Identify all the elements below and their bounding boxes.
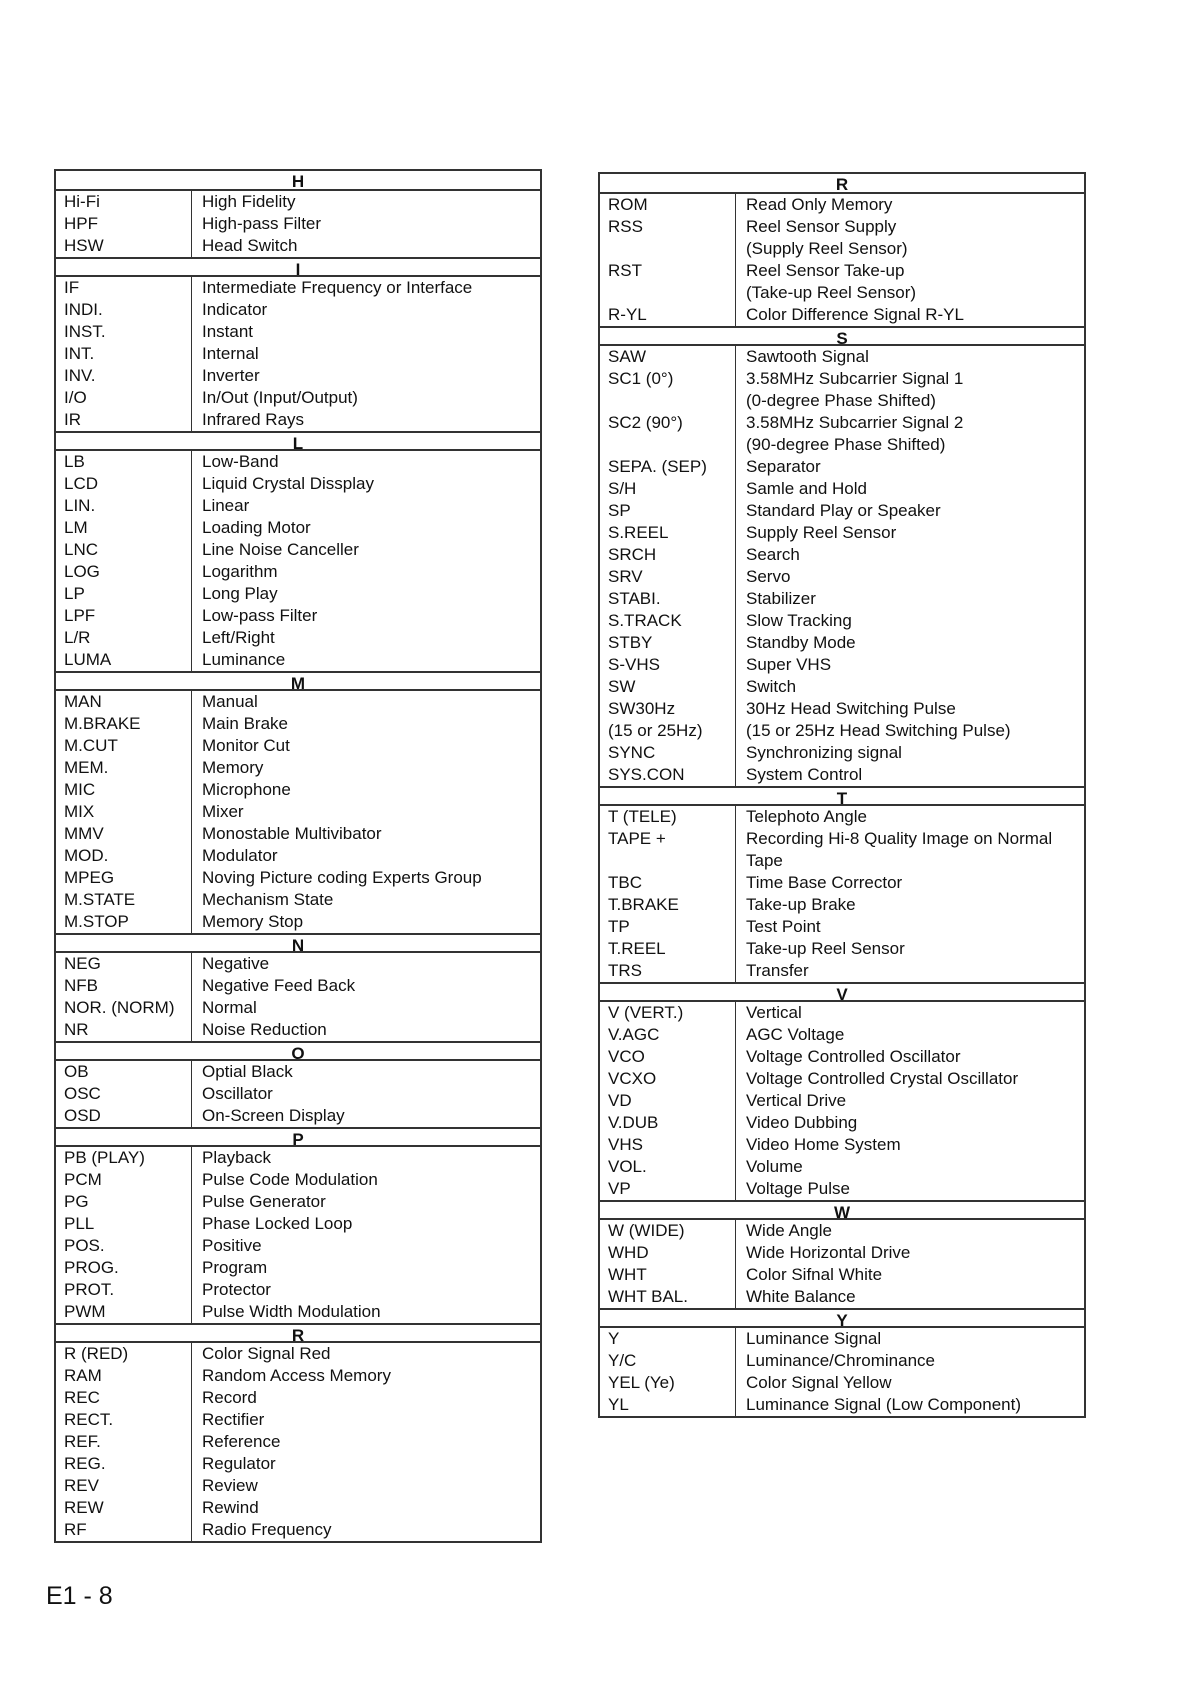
- abbreviation-cell: Y/C: [608, 1351, 637, 1370]
- definition-cell: Wide Angle: [746, 1221, 832, 1240]
- abbreviation-cell: SRCH: [608, 545, 657, 564]
- definition-cell: Noise Reduction: [202, 1020, 327, 1039]
- abbreviation-cell: PG: [64, 1192, 89, 1211]
- definition-column: [192, 191, 540, 257]
- abbreviation-column: [600, 346, 736, 786]
- section-body: [56, 691, 540, 933]
- abbreviation-cell: MOD.: [64, 846, 109, 865]
- abbreviation-column: [600, 1220, 736, 1308]
- abbreviation-cell: RECT.: [64, 1410, 114, 1429]
- section-letter-y: Y: [600, 1308, 1084, 1328]
- section-body: [600, 1002, 1084, 1200]
- abbreviation-column: [56, 1061, 192, 1127]
- abbreviation-cell: VHS: [608, 1135, 643, 1154]
- definition-cell: Normal: [202, 998, 257, 1017]
- abbreviation-cell: SC1 (0°): [608, 369, 674, 388]
- abbreviation-cell: T.BRAKE: [608, 895, 679, 914]
- abbreviation-cell: TRS: [608, 961, 642, 980]
- section-letter-p: P: [56, 1127, 540, 1147]
- section-body: [600, 194, 1084, 326]
- definition-cell: Separator: [746, 457, 821, 476]
- definition-cell: White Balance: [746, 1287, 856, 1306]
- abbreviation-cell: WHD: [608, 1243, 649, 1262]
- abbreviation-cell: VOL.: [608, 1157, 647, 1176]
- definition-cell: Wide Horizontal Drive: [746, 1243, 911, 1262]
- definition-cell: Color Difference Signal R-YL: [746, 305, 964, 324]
- abbreviation-cell: REG.: [64, 1454, 106, 1473]
- definition-cell: Supply Reel Sensor: [746, 523, 897, 542]
- abbreviation-cell: (15 or 25Hz): [608, 721, 703, 740]
- definition-cell: Slow Tracking: [746, 611, 852, 630]
- definition-cell: In/Out (Input/Output): [202, 388, 358, 407]
- definition-cell: Video Home System: [746, 1135, 901, 1154]
- abbreviation-cell: INT.: [64, 344, 95, 363]
- definition-cell: Manual: [202, 692, 258, 711]
- abbreviation-cell: M.STOP: [64, 912, 129, 931]
- definition-cell: Search: [746, 545, 800, 564]
- section-letter-o: O: [56, 1041, 540, 1061]
- definition-cell: Reel Sensor Supply: [746, 217, 897, 236]
- definition-cell: Voltage Pulse: [746, 1179, 850, 1198]
- definition-cell: Left/Right: [202, 628, 275, 647]
- definition-cell: Tape: [746, 851, 783, 870]
- definition-cell: (15 or 25Hz Head Switching Pulse): [746, 721, 1011, 740]
- definition-cell: Negative Feed Back: [202, 976, 356, 995]
- definition-cell: Random Access Memory: [202, 1366, 391, 1385]
- abbreviation-cell: VCO: [608, 1047, 645, 1066]
- definition-cell: AGC Voltage: [746, 1025, 845, 1044]
- abbreviation-cell: PB (PLAY): [64, 1148, 145, 1167]
- abbreviation-cell: V (VERT.): [608, 1003, 684, 1022]
- definition-cell: Optial Black: [202, 1062, 293, 1081]
- abbreviation-column: [600, 1002, 736, 1200]
- abbreviation-cell: PCM: [64, 1170, 102, 1189]
- abbreviation-cell: [608, 850, 735, 872]
- section-letter-i: I: [56, 257, 540, 277]
- abbreviation-cell: SEPA. (SEP): [608, 457, 707, 476]
- abbreviation-cell: I/O: [64, 388, 87, 407]
- abbreviation-cell: LP: [64, 584, 85, 603]
- definition-cell: Internal: [202, 344, 259, 363]
- abbreviation-cell: [608, 390, 735, 412]
- definition-cell: Low-pass Filter: [202, 606, 318, 625]
- definition-cell: Main Brake: [202, 714, 288, 733]
- abbreviation-cell: MMV: [64, 824, 104, 843]
- section-body: [600, 806, 1084, 982]
- definition-cell: Modulator: [202, 846, 278, 865]
- definition-cell: Instant: [202, 322, 254, 341]
- abbreviation-cell: TP: [608, 917, 630, 936]
- definition-cell: Video Dubbing: [746, 1113, 858, 1132]
- page-number: E1 - 8: [46, 1582, 113, 1610]
- abbreviation-cell: LIN.: [64, 496, 96, 515]
- abbreviation-cell: SRV: [608, 567, 643, 586]
- abbreviation-column: [56, 953, 192, 1041]
- abbreviation-cell: NEG: [64, 954, 101, 973]
- definition-cell: Standby Mode: [746, 633, 856, 652]
- abbreviation-column: [600, 806, 736, 982]
- abbreviation-cell: [608, 282, 735, 304]
- abbreviation-cell: OSD: [64, 1106, 101, 1125]
- abbreviation-cell: SP: [608, 501, 631, 520]
- abbreviation-cell: LNC: [64, 540, 99, 559]
- abbreviation-cell: WHT BAL.: [608, 1287, 688, 1306]
- abbreviation-cell: INV.: [64, 366, 96, 385]
- abbreviation-column: [56, 191, 192, 257]
- definition-cell: Take-up Brake: [746, 895, 856, 914]
- definition-column: [192, 953, 540, 1041]
- abbreviation-cell: S-VHS: [608, 655, 660, 674]
- definition-column: [192, 451, 540, 671]
- definition-cell: Rectifier: [202, 1410, 265, 1429]
- abbreviation-cell: INST.: [64, 322, 106, 341]
- definition-cell: (Take-up Reel Sensor): [746, 283, 917, 302]
- section-letter-r: R: [600, 174, 1084, 194]
- definition-column: [192, 1061, 540, 1127]
- definition-cell: Pulse Code Modulation: [202, 1170, 378, 1189]
- abbreviation-cell: RF: [64, 1520, 87, 1539]
- abbreviation-cell: [608, 434, 735, 456]
- definition-cell: Phase Locked Loop: [202, 1214, 353, 1233]
- definition-column: [736, 1220, 1084, 1308]
- definition-cell: Reel Sensor Take-up: [746, 261, 905, 280]
- definition-column: [736, 806, 1084, 982]
- abbreviation-cell: ROM: [608, 195, 648, 214]
- abbreviation-column: [56, 277, 192, 431]
- abbreviation-cell: NR: [64, 1020, 89, 1039]
- definition-cell: Color Signal Yellow: [746, 1373, 892, 1392]
- abbreviation-cell: LCD: [64, 474, 99, 493]
- definition-cell: Memory: [202, 758, 264, 777]
- section-body: [600, 346, 1084, 786]
- abbreviation-cell: PROG.: [64, 1258, 119, 1277]
- section-body: [600, 1220, 1084, 1308]
- definition-cell: Oscillator: [202, 1084, 273, 1103]
- definition-cell: Color Signal Red: [202, 1344, 331, 1363]
- definition-cell: Logarithm: [202, 562, 278, 581]
- abbreviation-column: [600, 194, 736, 326]
- definition-column: [736, 194, 1084, 326]
- definition-cell: Luminance: [202, 650, 286, 669]
- abbreviation-cell: M.BRAKE: [64, 714, 141, 733]
- abbreviation-cell: NOR. (NORM): [64, 998, 175, 1017]
- definition-cell: Long Play: [202, 584, 278, 603]
- section-letter-r: R: [56, 1323, 540, 1343]
- abbreviation-cell: SAW: [608, 347, 647, 366]
- definition-cell: Head Switch: [202, 236, 298, 255]
- abbreviation-cell: IR: [64, 410, 81, 429]
- abbreviation-cell: REV: [64, 1476, 99, 1495]
- definition-cell: Protector: [202, 1280, 271, 1299]
- section-letter-m: M: [56, 671, 540, 691]
- abbreviation-cell: LPF: [64, 606, 96, 625]
- definition-cell: Intermediate Frequency or Interface: [202, 278, 473, 297]
- definition-cell: Line Noise Canceller: [202, 540, 359, 559]
- definition-cell: Program: [202, 1258, 268, 1277]
- abbreviation-cell: LOG: [64, 562, 100, 581]
- definition-cell: Inverter: [202, 366, 260, 385]
- definition-cell: Reference: [202, 1432, 281, 1451]
- abbreviation-cell: POS.: [64, 1236, 105, 1255]
- definition-cell: Microphone: [202, 780, 291, 799]
- section-letter-s: S: [600, 326, 1084, 346]
- abbreviation-cell: LUMA: [64, 650, 112, 669]
- definition-cell: 30Hz Head Switching Pulse: [746, 699, 956, 718]
- abbreviation-cell: [608, 238, 735, 260]
- abbreviation-cell: SC2 (90°): [608, 413, 683, 432]
- abbreviation-cell: Hi-Fi: [64, 192, 100, 211]
- definition-cell: (Supply Reel Sensor): [746, 239, 908, 258]
- definition-cell: Liquid Crystal Dissplay: [202, 474, 374, 493]
- abbreviation-cell: PWM: [64, 1302, 106, 1321]
- definition-cell: Sawtooth Signal: [746, 347, 869, 366]
- definition-cell: Transfer: [746, 961, 809, 980]
- definition-column: [192, 691, 540, 933]
- abbreviation-cell: SW30Hz: [608, 699, 676, 718]
- abbreviation-cell: PROT.: [64, 1280, 115, 1299]
- abbreviation-cell: SYS.CON: [608, 765, 685, 784]
- definition-cell: Low-Band: [202, 452, 279, 471]
- abbreviation-cell: WHT: [608, 1265, 647, 1284]
- abbreviation-cell: STBY: [608, 633, 653, 652]
- definition-cell: Samle and Hold: [746, 479, 867, 498]
- abbreviation-cell: RST: [608, 261, 642, 280]
- definition-cell: Vertical Drive: [746, 1091, 847, 1110]
- abbreviation-cell: R (RED): [64, 1344, 129, 1363]
- definition-cell: Positive: [202, 1236, 262, 1255]
- abbreviation-cell: LB: [64, 452, 85, 471]
- definition-cell: Voltage Controlled Oscillator: [746, 1047, 961, 1066]
- definition-cell: Super VHS: [746, 655, 832, 674]
- definition-cell: (90-degree Phase Shifted): [746, 435, 946, 454]
- definition-cell: Pulse Width Modulation: [202, 1302, 381, 1321]
- definition-cell: Mixer: [202, 802, 244, 821]
- section-letter-w: W: [600, 1200, 1084, 1220]
- abbreviation-cell: YEL (Ye): [608, 1373, 675, 1392]
- abbreviation-cell: PLL: [64, 1214, 95, 1233]
- abbreviation-cell: M.STATE: [64, 890, 136, 909]
- definition-cell: Regulator: [202, 1454, 276, 1473]
- definition-column: [192, 1147, 540, 1323]
- definition-cell: High Fidelity: [202, 192, 296, 211]
- definition-column: [736, 1002, 1084, 1200]
- abbreviation-cell: S.TRACK: [608, 611, 682, 630]
- section-letter-t: T: [600, 786, 1084, 806]
- abbreviation-cell: R-YL: [608, 305, 647, 324]
- abbreviation-cell: M.CUT: [64, 736, 118, 755]
- definition-cell: High-pass Filter: [202, 214, 322, 233]
- section-body: [600, 1328, 1084, 1416]
- definition-cell: (0-degree Phase Shifted): [746, 391, 936, 410]
- abbreviation-cell: SW: [608, 677, 636, 696]
- definition-cell: Read Only Memory: [746, 195, 893, 214]
- abbreviation-cell: TAPE +: [608, 829, 666, 848]
- definition-cell: 3.58MHz Subcarrier Signal 1: [746, 369, 964, 388]
- definition-cell: Luminance Signal: [746, 1329, 882, 1348]
- definition-column: [736, 346, 1084, 786]
- abbreviation-cell: OB: [64, 1062, 89, 1081]
- abbreviation-cell: HPF: [64, 214, 98, 233]
- definition-cell: Monitor Cut: [202, 736, 290, 755]
- definition-cell: Infrared Rays: [202, 410, 305, 429]
- abbreviation-cell: MIC: [64, 780, 96, 799]
- abbreviation-cell: RSS: [608, 217, 643, 236]
- abbreviation-cell: VCXO: [608, 1069, 657, 1088]
- abbreviation-cell: YL: [608, 1395, 629, 1414]
- section-body: [56, 451, 540, 671]
- abbreviation-column: [56, 451, 192, 671]
- abbreviation-column: [56, 1147, 192, 1323]
- definition-cell: Color Sifnal White: [746, 1265, 883, 1284]
- abbreviation-cell: T (TELE): [608, 807, 677, 826]
- abbreviation-cell: SYNC: [608, 743, 656, 762]
- right-abbreviation-table: [598, 172, 1086, 1418]
- abbreviation-cell: VD: [608, 1091, 632, 1110]
- definition-cell: Pulse Generator: [202, 1192, 326, 1211]
- definition-cell: Take-up Reel Sensor: [746, 939, 905, 958]
- section-letter-v: V: [600, 982, 1084, 1002]
- definition-cell: Negative: [202, 954, 270, 973]
- abbreviation-cell: L/R: [64, 628, 91, 647]
- abbreviation-cell: RAM: [64, 1366, 102, 1385]
- definition-cell: Memory Stop: [202, 912, 304, 931]
- definition-cell: Standard Play or Speaker: [746, 501, 941, 520]
- definition-cell: Radio Frequency: [202, 1520, 332, 1539]
- abbreviation-cell: VP: [608, 1179, 631, 1198]
- definition-column: [192, 277, 540, 431]
- definition-cell: Monostable Multivibator: [202, 824, 382, 843]
- section-body: [56, 1343, 540, 1541]
- abbreviation-cell: OSC: [64, 1084, 101, 1103]
- abbreviation-cell: S/H: [608, 479, 637, 498]
- definition-cell: Volume: [746, 1157, 803, 1176]
- definition-cell: Linear: [202, 496, 250, 515]
- definition-cell: 3.58MHz Subcarrier Signal 2: [746, 413, 964, 432]
- abbreviation-cell: V.AGC: [608, 1025, 660, 1044]
- section-body: [56, 953, 540, 1041]
- abbreviation-column: [56, 1343, 192, 1541]
- left-abbreviation-table: [54, 169, 542, 1543]
- abbreviation-cell: W (WIDE): [608, 1221, 685, 1240]
- definition-cell: Voltage Controlled Crystal Oscillator: [746, 1069, 1019, 1088]
- definition-cell: Recording Hi-8 Quality Image on Normal: [746, 829, 1053, 848]
- section-body: [56, 1061, 540, 1127]
- definition-cell: Servo: [746, 567, 791, 586]
- definition-column: [192, 1343, 540, 1541]
- definition-cell: Luminance Signal (Low Component): [746, 1395, 1021, 1414]
- definition-cell: Stabilizer: [746, 589, 816, 608]
- abbreviation-cell: NFB: [64, 976, 98, 995]
- abbreviation-cell: STABI.: [608, 589, 661, 608]
- section-body: [56, 191, 540, 257]
- definition-cell: Time Base Corrector: [746, 873, 903, 892]
- abbreviation-column: [600, 1328, 736, 1416]
- abbreviation-cell: Y: [608, 1329, 620, 1348]
- abbreviation-cell: REW: [64, 1498, 104, 1517]
- abbreviation-cell: MAN: [64, 692, 102, 711]
- section-letter-h: H: [56, 171, 540, 191]
- definition-cell: Telephoto Angle: [746, 807, 867, 826]
- section-letter-n: N: [56, 933, 540, 953]
- definition-column: [736, 1328, 1084, 1416]
- section-letter-l: L: [56, 431, 540, 451]
- definition-cell: Synchronizing signal: [746, 743, 902, 762]
- abbreviation-cell: T.REEL: [608, 939, 666, 958]
- definition-cell: Switch: [746, 677, 797, 696]
- section-body: [56, 277, 540, 431]
- definition-cell: Record: [202, 1388, 257, 1407]
- definition-cell: Luminance/Chrominance: [746, 1351, 935, 1370]
- abbreviation-cell: IF: [64, 278, 80, 297]
- abbreviation-cell: LM: [64, 518, 88, 537]
- abbreviation-cell: REC: [64, 1388, 100, 1407]
- definition-cell: System Control: [746, 765, 863, 784]
- definition-cell: Noving Picture coding Experts Group: [202, 868, 482, 887]
- definition-cell: Loading Motor: [202, 518, 311, 537]
- abbreviation-cell: INDI.: [64, 300, 103, 319]
- abbreviation-cell: HSW: [64, 236, 104, 255]
- definition-cell: Playback: [202, 1148, 271, 1167]
- abbreviation-cell: TBC: [608, 873, 642, 892]
- abbreviation-cell: V.DUB: [608, 1113, 659, 1132]
- definition-cell: Review: [202, 1476, 258, 1495]
- abbreviation-cell: MIX: [64, 802, 95, 821]
- definition-cell: Test Point: [746, 917, 821, 936]
- abbreviation-cell: MPEG: [64, 868, 115, 887]
- abbreviation-cell: S.REEL: [608, 523, 669, 542]
- abbreviation-cell: REF.: [64, 1432, 101, 1451]
- section-body: [56, 1147, 540, 1323]
- definition-cell: Rewind: [202, 1498, 259, 1517]
- abbreviation-cell: MEM.: [64, 758, 109, 777]
- definition-cell: Vertical: [746, 1003, 802, 1022]
- definition-cell: On-Screen Display: [202, 1106, 345, 1125]
- definition-cell: Mechanism State: [202, 890, 334, 909]
- abbreviation-column: [56, 691, 192, 933]
- definition-cell: Indicator: [202, 300, 268, 319]
